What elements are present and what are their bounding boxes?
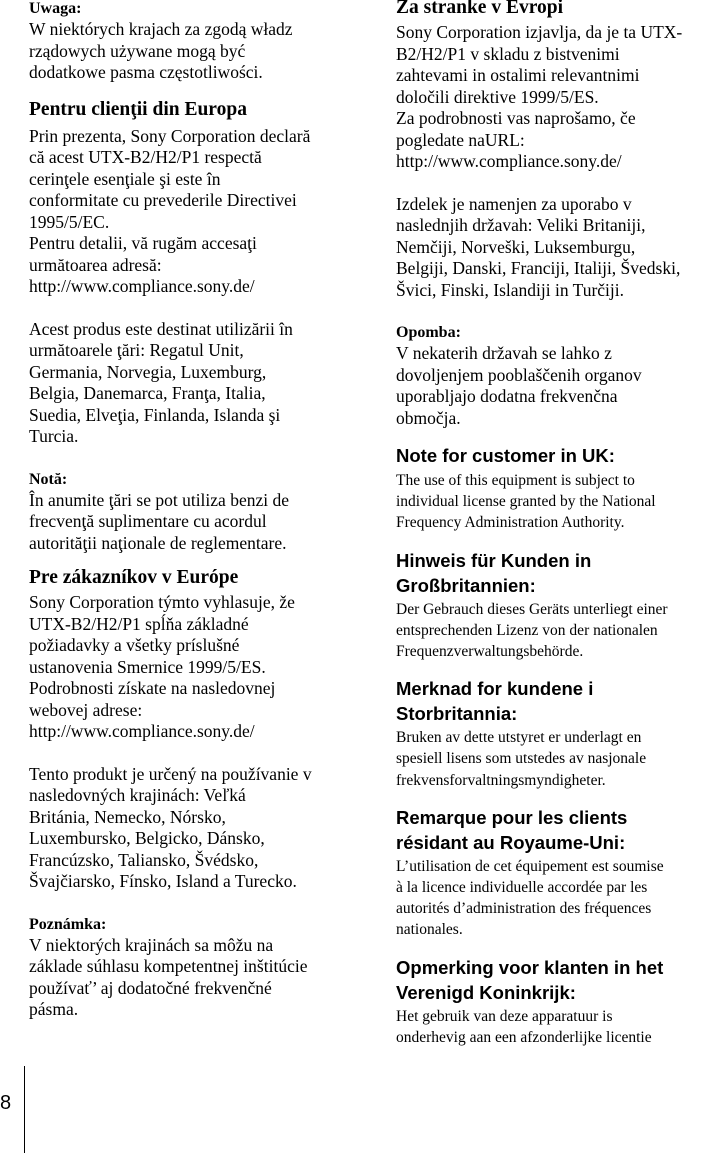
sk-text-countries: Tento produkt je určený na používanie v nasledovných krajinách: Veľká Británia, Nemecko, Nórsko, Luxembursko, Belgicko, Dánsko, Francúzsko, Taliansko, Švédsko, Švajčiarsko, Fínsko, Island a Turecko. — [29, 763, 312, 891]
poznamka-label: Poznámka: — [29, 915, 107, 933]
opomba-label: Opomba: — [396, 324, 461, 341]
page-margin-rule — [24, 1066, 25, 1153]
sl-text: Sony Corporation izjavlja, da je ta UTX- B2/H2/P1 v skladu z bistvenimi zahtevami in ostalimi relevantnimi določili direktive 1999/5/ES. Za podrobnosti vas naprošamo, če pogledate naURL: http://www.compliance.sony.de/ — [396, 22, 683, 171]
uwaga-text: W niektórych krajach za zgodą władz rządowych używane mogą być dodatkowe pasma częstotliwości. — [29, 19, 293, 82]
uwaga-label: Uwaga: — [29, 0, 82, 17]
nota-label: Notă: — [29, 470, 68, 488]
no-heading: Merknad for kundene i Storbritannia: — [396, 678, 594, 725]
sl-text-countries: Izdelek je namenjen za uporabo v naslednjih državah: Veliki Britaniji, Nemčiji, Norveški, Luksemburgu, Belgiji, Danski, Franciji, Italiji, Švedski, Švici, Finski, Islandiji in Turčiji. — [396, 193, 681, 300]
ro-text: Prin prezenta, Sony Corporation declară că acest UTX-B2/H2/P1 respectă cerinţele esenţiale şi este în conformitate cu prevederile Directivei 1995/5/EC. Pentru detalii, vă rugăm accesaţi următoarea adresă: http://www.compliance.sony.de/ — [29, 125, 311, 296]
opomba-text: V nekaterih državah se lahko z dovoljenjem pooblaščenih organov uporabljajo dodatna frekvenčna območja. — [396, 343, 642, 428]
nota-text: În anumite ţări se pot utiliza benzi de frecvenţă suplimentare cu acordul autorităţii naţionale de reglementare. — [29, 489, 289, 553]
left-column — [29, 0, 353, 1021]
nl-text: Het gebruik van deze apparatuur is onderhevig aan een afzonderlijke licentie — [396, 1007, 652, 1046]
ro-heading: Pentru clienţii din Europa — [29, 98, 247, 120]
sl-heading: Za stranke v Evropi — [396, 0, 564, 18]
right-column — [396, 0, 718, 1048]
sk-text: Sony Corporation týmto vyhlasuje, že UTX-B2/H2/P1 spĺňa základné požiadavky a všetky príslušné ustanovenia Smernice 1999/5/ES. Podrobnosti získate na nasledovnej webovej adrese: http://www.compliance.sony.de/ — [29, 592, 295, 741]
nl-heading: Opmerking voor klanten in het Verenigd Koninkrijk: — [396, 956, 664, 1003]
uk-heading: Note for customer in UK: — [396, 445, 615, 466]
fr-heading: Remarque pour les clients résidant au Royaume-Uni: — [396, 806, 628, 853]
ro-text-countries: Acest produs este destinat utilizării în următoarele ţări: Regatul Unit, Germania, Norvegia, Luxemburg, Belgia, Danemarca, Franţa, Italia, Suedia, Elveţia, Finlanda, Islanda şi Turcia. — [29, 318, 293, 446]
fr-text: L’utilisation de cet équipement est soumise à la licence individuelle accordée par les autorités d’administration des fréquences nationales. — [396, 857, 664, 939]
no-text: Bruken av dette utstyret er underlagt en spesiell lisens som utstedes av nasjonale frekvensforvaltningsmyndigheter. — [396, 729, 647, 789]
uk-text: The use of this equipment is subject to individual license granted by the National Frequency Administration Authority. — [396, 472, 656, 532]
poznamka-text: V niektorých krajinách sa môžu na základe súhlasu kompetentnej inštitúcie používať’ aj dodatočné frekvenčné pásma. — [29, 934, 308, 1019]
de-text: Der Gebrauch dieses Geräts unterliegt einer entsprechenden Lizenz von der nationalen Frequenzverwaltungsbehörde. — [396, 600, 668, 661]
de-heading: Hinweis für Kunden in Großbritannien: — [396, 549, 592, 596]
sk-heading: Pre zákazníkov v Európe — [29, 567, 239, 588]
page-number: 8 — [0, 1092, 12, 1114]
